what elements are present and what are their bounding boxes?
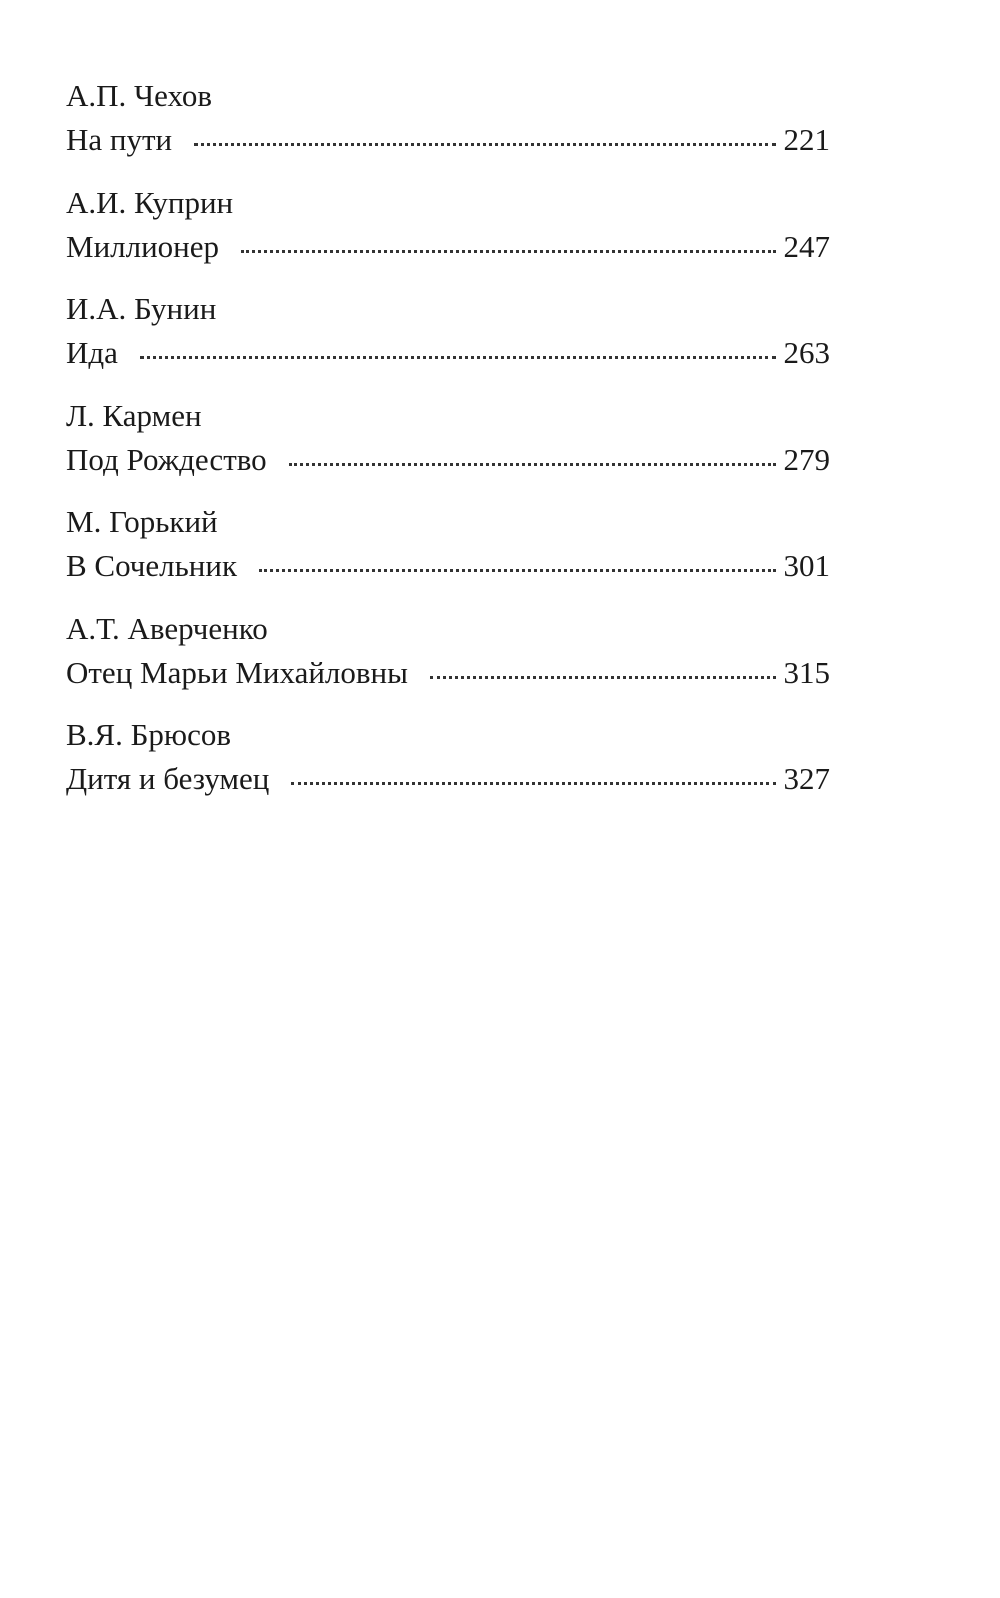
table-of-contents: [66, 74, 830, 820]
toc-author: М. Горький: [66, 504, 218, 539]
toc-entry: [66, 713, 830, 820]
toc-row[interactable]: [66, 651, 830, 695]
toc-entry: [66, 181, 830, 288]
toc-row[interactable]: [66, 544, 830, 588]
dot-leader: [289, 463, 776, 466]
dot-leader: [259, 569, 776, 572]
toc-entry: [66, 287, 830, 394]
toc-page-number: 279: [783, 441, 830, 477]
toc-title: На пути: [66, 122, 173, 157]
toc-row[interactable]: [66, 331, 830, 375]
toc-author: А.П. Чехов: [66, 78, 212, 113]
toc-row[interactable]: [66, 225, 830, 269]
toc-title: Отец Марьи Михайловны: [66, 654, 408, 690]
toc-entry: [66, 394, 830, 501]
toc-page-number: 221: [783, 122, 830, 157]
toc-author: А.Т. Аверченко: [66, 610, 268, 646]
dot-leader: [241, 250, 775, 253]
toc-row[interactable]: [66, 757, 830, 801]
dot-leader: [194, 143, 775, 146]
toc-title: В Сочельник: [66, 548, 237, 583]
toc-author: А.И. Куприн: [66, 184, 234, 220]
dot-leader: [430, 676, 776, 679]
toc-entry: [66, 607, 830, 714]
dot-leader: [291, 782, 775, 785]
dot-leader: [140, 356, 776, 359]
toc-page-number: 263: [783, 335, 830, 370]
toc-title: Под Рождество: [66, 441, 267, 477]
toc-page-number: 301: [783, 548, 830, 583]
toc-row[interactable]: [66, 438, 830, 482]
toc-entry: [66, 500, 830, 607]
toc-author: И.А. Бунин: [66, 291, 217, 326]
toc-entry: [66, 74, 830, 181]
toc-author: Л. Кармен: [66, 397, 202, 433]
toc-row[interactable]: [66, 118, 830, 162]
toc-title: Миллионер: [66, 228, 220, 264]
toc-title: Дитя и безумец: [66, 761, 270, 796]
toc-page-number: 315: [783, 654, 830, 690]
toc-title: Ида: [66, 335, 118, 370]
toc-page-number: 327: [783, 761, 830, 796]
toc-author: В.Я. Брюсов: [66, 717, 231, 752]
toc-page-number: 247: [783, 228, 830, 264]
